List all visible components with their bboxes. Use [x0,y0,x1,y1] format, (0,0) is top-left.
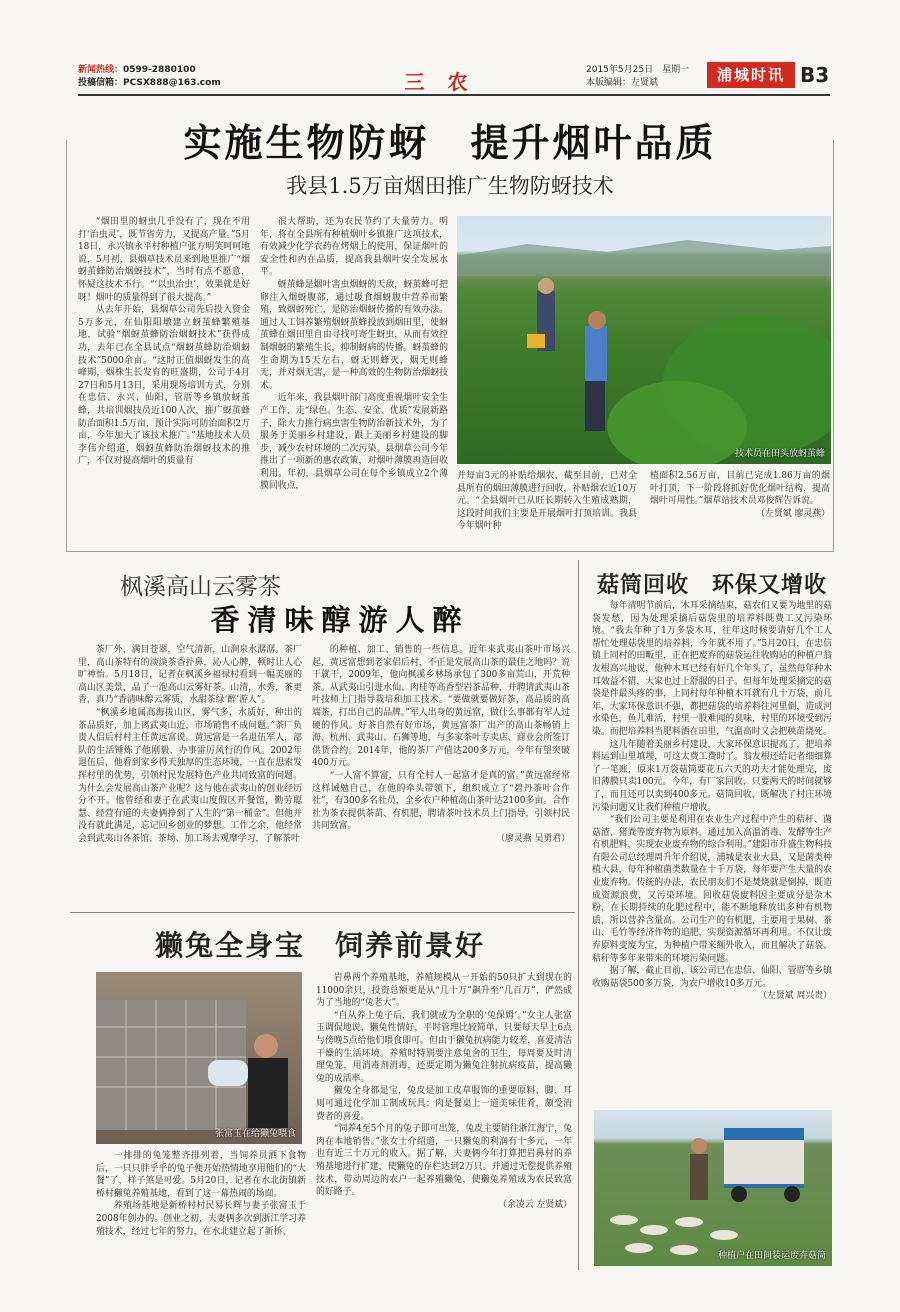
paragraph: 并每亩3元的补贴给烟农，截至目前，已对全县所有的烟田薄膜进行回收，补贴烟农近10万元。“全县烟叶已从旺长期转入生殖成熟期，这段时间我们主要是开展烟叶打顶培训。我县今年烟叶种 [457,471,637,532]
article2-title: 香清味醇游人醉 [210,603,470,637]
paragraph: 近年来，我县烟叶部门高度重视烟叶安全生产工作，走“绿色、生态、安全、优质”发展新路子，除大力推行病虫害生物防治新技术外，为了服务于美丽乡村建设，跟上美丽乡村建设的脚步，减少农村环境的二次污染。县烟草公司今年推出了一项新的惠农政策，对烟叶薄膜再造回收利用。年初，县烟草公司在每个乡镇成立2个薄膜回收点， [260,393,448,492]
article1-column-2 [260,216,448,546]
paragraph: “枫溪乡地属高海拔山区，雾气多，水质好，种出的茶品质好，加上离武夷山近，市场销售不成问题。”茶厂负责人侣后村村主任黄远富说。黄远富是一名退伍军人，部队的生活锤炼了他刚毅、办事雷厉风行的作风。2002年退伍后，他看到家乡得天独厚的生态环境，一直在思索发挥村里的优势，引领村民发展特色产业共同致富的问题。为什么会发展高山茶产业呢？这与他在武夷山的创业经历分不开。他曾经和妻子在武夷山度假区开餐馆，勤劳聪慧、经营有道的夫妻俩挣到了人生的“第一桶金”。但他并没有就此满足，忘记回乡创业的梦想。工作之余，他经常会到武夷山各茶馆、茶场、加工场去观摩学习，了解茶叶 [78,707,302,844]
paragraph: 蚜茧蜂是烟叶害虫烟蚜的天敌，蚜茧蜂可把卵注入烟蚜腹部，通过吸食烟蚜腹中营养而繁殖，致烟蚜死亡，是防治烟蚜传播的有效办法。通过人工饲养繁殖烟蚜茧蜂投放到烟田里，使蚜茧蜂在烟田里自由寻找可寄生蚜虫，从而有效控制烟蚜的繁殖生长，抑制蚜病的传播。蚜茧蜂的生命期为15天左右，蚜无则蜂灭，烟无则蜂无，并对烟无害，是一种高效的生物防治烟蚜技术。 [260,279,448,391]
paragraph: “自从养上兔子后，我们就成为全职的‘兔保姆’。”女主人张富玉调侃地说，獭兔性情好，平时管理比较简单，只要每天早上6点与傍晚5点给他们喂食即可。但由于獭兔抗病能力较差，喜爱清洁干燥的生活环境。养殖时特别要注意兔舍的卫生，每周要及时清理兔笼，用消毒剂消毒，还要定期为獭兔注射抗病疫苗，提高獭兔的成活率。 [316,1010,572,1084]
newspaper-logo: 浦城时讯 [707,62,795,88]
article1-subtitle: 我县1.5万亩烟田推广生物防蚜技术 [286,174,614,198]
column-divider [578,560,579,1270]
article-separator [70,912,575,913]
paragraph: 据了解，截止目前，该公司已在忠信、仙阳、管厝等乡镇收购菇袋500多万袋，为农户增收10多万元。 [592,966,832,989]
page-editor: 本版编辑：左贤斌 [586,78,659,88]
tobacco-field-illustration [457,216,831,464]
paragraph: 的种植、加工、销售的一些信息。近年来武夷山茶叶市场兴起，黄远富想到老家侣后村，不正是发展高山茶的最佳之地吗？说干就干，2009年，他向枫溪乡林场承包了300多亩荒山，开荒种茶。从武夷山引进水仙、肉桂等高香型岩茶品种，并聘请武夷山茶叶技师上门指导栽培和加工技术。“要做就要做好茶，高品质的高端茶，打出自己的品牌。”军人出身的黄远富，做什么事都有军人过硬的作风。好茶自然有好市场，黄远富茶厂出产的高山茶畅销上海、杭州、武夷山、石狮等地，与多家茶叶专卖店、商业会所签订供货合约。2014年，他的茶厂产值达200多万元，今年有望突破400万元。 [312,645,570,769]
paragraph: 养殖场基地是新桥村村民易长辉与妻子张富玉于2008年创办的。创业之初，夫妻俩多次到浙江学习养殖技术，经过七年的努力，在水北建立起了新桥、 [96,1201,306,1237]
paragraph: “我们公司主要是利用在农业生产过程中产生的秸秆、菌菇渣、猪粪等废弃物为原料，通过加入高温消毒、发酵等生产有机肥料，实现农业废弃物的综合利用。”建阳市升盛生物科技有限公司总经理周升年介绍说，浦城是农业大县，又是菌类种植大县，每年种植菌类数量在十千万袋，每年要产生大量的农业废弃物。传统的办法，农民朋友们不是焚烧就是倒掉，既造成资源浪费，又污染环境。回收菇袋废料因主要成分是杂木粉，在长期持续的化肥过程中，能不断地释放出多种有机物质，所以营养含量高。公司生产的有机肥，主要用于果树、茶山、毛竹等经济作物的追肥，实现资源循环再利用。不仅让废弃原料变废为宝，为种植户带来额外收入，而且解决了菇袋、秸秆等多年来带来的环境污染问题。 [592,815,832,964]
article1-photo [457,216,831,464]
header-contacts [78,64,221,90]
article1-title: 实施生物防蚜 提升烟叶品质 [183,121,717,165]
article3-column-1 [592,600,832,1110]
paragraph: 植面积2.56万亩，目前已完成1.86万亩的烟叶打顶，下一阶段将抓好优化烟叶结构，提高烟叶可用性。”烟草站技术员邓俊辉告诉说。 [650,471,830,507]
article1-column-1 [78,216,250,546]
article3-byline: （左贤斌 周兴贵） [758,991,832,1002]
paragraph: “一人富不算富，只有全村人一起富才是真的富。”黄远富经常这样诫勉自己，在他的牵头带领下，组织成立了“碧丹茶叶合作社”，有300多名社员，全乡农户种植高山茶叶达2100多亩。合作社为茶农提供茶苗、有机肥，聘请茶叶技术员上门指导，引领村民共同致富。 [312,770,570,832]
page-number: B3 [800,63,830,87]
paragraph: 从去年开始，县烟草公司先后投入资金5万多元，在仙阳阳墩建立蚜茧蜂繁殖基地，试验“烟蚜茧蜂防治烟蚜技术”获得成功，去年已在全县试点“烟蚜茧蜂防治烟蚜技术”5000余亩。“这时正值烟蚜发生的高峰期，烟株生长发育的旺盛期，公司于4月27日和5月13日，采用现场培训方式，分别在忠信、永兴、仙阳、管厝等乡镇放蚜茧蜂，共培训烟技员近100人次，推广蚜茧蜂防治面积1.5万亩，预计实际可防治面积2万亩，今年加大了该技术推广。”基地技术人员李伟介绍道，烟蚜茧蜂防治烟蚜技术的推广，不仅对提高烟叶的质量有 [78,305,250,467]
issue-date: 2015年5月25日 星期一 [586,65,690,75]
header-date-block [586,64,689,90]
article4-column-2 [316,972,572,1270]
paragraph: 岩鼻两个养殖基地，养殖规模从一开始的50只扩大到现在的11000余只，投资总额更是从“几十万”飙升至“几百万”，俨然成为了当地的“兔老大”。 [316,973,572,1009]
section-title: 三 农 [404,70,476,94]
article2-column-1 [78,644,302,906]
article3-title: 菇筒回收 环保又增收 [596,573,827,598]
paragraph: 一排排的兔笼整齐排列着，当饲养员洒下食物后，一只只胖乎乎的兔子便开始热情地享用他们的“大餐”了，样子煞是可爱。5月20日，记者在水北街镇新桥村獭兔养殖基地，看到了这一幕热闹的场面。 [96,1151,306,1199]
article4-photo-caption: 张富玉在给獭兔喂食 [214,1129,296,1139]
paragraph: “烟田里的蚜虫几乎没有了，现在不用打‘治虫灵’，既节省劳力，又提高产量。”5月18日，永兴镇永平村种植户张方明笑呵呵地说，5月初，县烟草技术员来到地里推广“烟蚜茧蜂防治烟蚜技术”，当时有点不愿意，怀疑这技术不行。“‘以虫治虫’，效果就是好呀！烟叶的质量得到了很大提高。” [78,217,250,303]
hotline-number: 0599-2880100 [123,65,196,75]
article2-column-2 [312,644,570,906]
paragraph: 獭兔全身都是宝，兔皮是加工皮草服饰的重要原料，脚、耳则可通过化学加工制成玩具；肉是餐桌上一道美味佳肴，颇受消费者的喜爱。 [316,1086,572,1122]
article4-column-1 [96,1150,306,1270]
paragraph: 每年清明节前后，木耳采摘结束，菇农们又要为地里的菇袋发愁，因为处理采摘后菇袋里的培养料既费工又污染环境。“我去年种了1万多袋木耳，往年这时候要请好几个工人帮忙处理菇袋里的培养料，今年就不用了。”5月20日，在忠信镇上同村的田畈里，正在把废弃的菇袋运往收购站的种植户翁友根高兴地说，他种木耳已经有好几个年头了，虽然每年种木耳效益不错，大家也过上舒服的日子。但每年处理采摘完的菇袋是件最头疼的事，上同村每年种植木耳就有几十万袋，前几年，大家环保意识不强，都把菇袋的培养料往河里倒，造成河水染色，鱼儿难活，村里一股难闻的臭味，村里的环境受到污染。而把培养料当肥料洒在田里，气温高时又会把秧苗烧死。 [592,601,832,737]
article1-column-3 [457,470,637,548]
hotline-label: 新闻热线： [78,65,124,75]
article4-title: 獭兔全身宝 饲养前景好 [154,929,485,962]
email-label: 投稿信箱： [78,78,124,88]
email-address: PCSX888@163.com [123,78,221,88]
mushroom-bags-illustration [594,1110,832,1266]
header-divider [78,94,830,96]
paragraph: 很大帮助，还为农民节约了大量劳力。明年，将在全县所有种植烟叶乡镇推广这项技术，有效减少化学农药在烤烟上的使用，保证烟叶的安全性和内在品质，提高我县烟叶安全发展水平。 [260,217,448,278]
paragraph: 这几年随着美丽乡村建设，大家环保意识提高了，把培养料运到山里填埋，可这太费工费时了。翁友根还给记者细细算了一笔账，原来1万袋菇筒要花五六天的功夫才能处理完，废旧薄膜只卖100元。今年，有厂家回收，只要两天的时间就够了，而且还可以卖到400多元。菇筒回收，既解决了村庄环境污染问题又让我们种植户增收。 [592,739,832,813]
paragraph: 茶厂外，满目苍翠，空气清新，山涧泉水潺潺。茶厂里，高山茶特有的淡淡茶香扑鼻，沁人心脾，顿时让人心旷神怡。5月18日，记者在枫溪乡福禄村看到一幅美丽的高山区美景，品了一泡高山云雾好茶。山清，水秀，茶更香，真乃“香清味醇云雾质，水甜茶绿‘醉’游人”。 [78,645,302,706]
article4-photo [96,972,302,1144]
article1-column-4 [650,470,830,548]
article3-photo-caption: 种植户在田间装运废弃菇筒 [717,1251,826,1261]
article1-photo-caption: 技术员在田头放蚜茧蜂 [734,449,825,459]
rabbit-cages-illustration [96,972,302,1144]
paragraph: “饲养4至5个月的兔子即可出笼，兔皮主要销往浙江海宁，兔肉在本地销售。”张女士介绍道，一只獭兔的利润有十多元，一年也有近三十万元的收入。据了解，夫妻俩今年打算把岩鼻村的养殖基地进行扩建，使獭兔的存栏达到2万只。并通过无偿提供养殖技术，带动周边的农户一起养殖獭兔，使獭兔养殖成为农民致富的好路子。 [316,1124,572,1198]
article2-byline: （廖灵燕 吴勇君） [496,833,570,844]
article4-byline: （余凌云 左贤斌） [498,1199,572,1210]
article1-byline: （左贤斌 廖灵燕） [756,508,830,519]
article2-pretitle: 枫溪高山云雾茶 [120,574,281,600]
article3-photo [594,1110,832,1266]
